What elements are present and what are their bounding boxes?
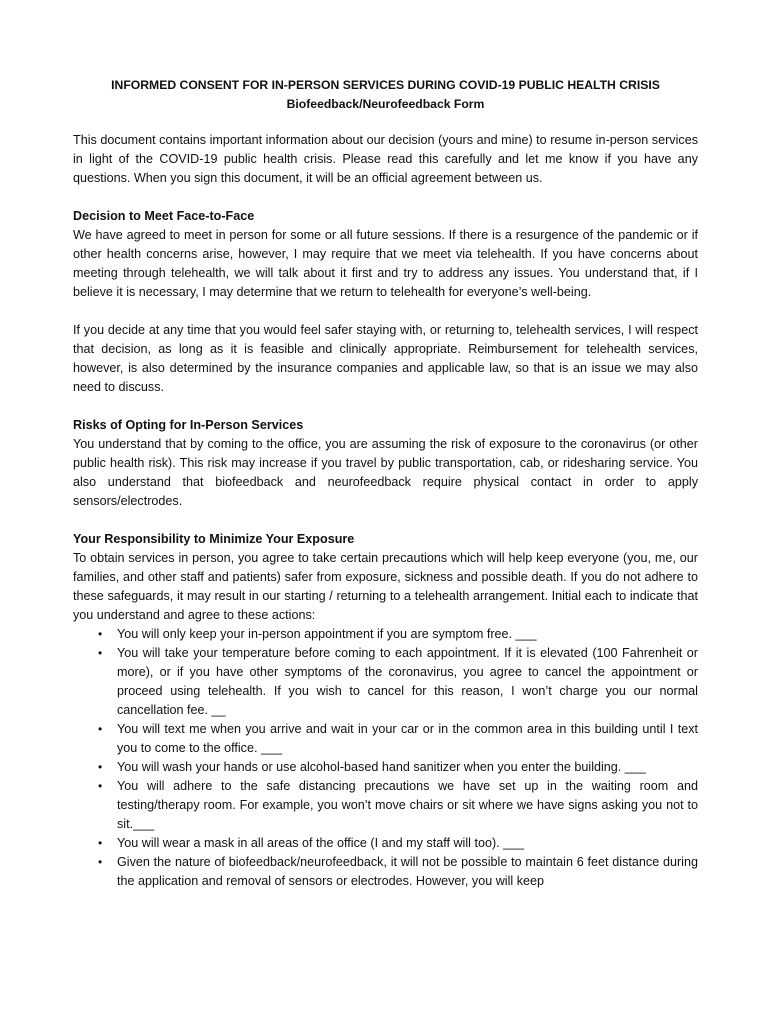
section-paragraph-decision-1: We have agreed to meet in person for some or all future sessions. If there is a resurgence of the pandemic or if other health concerns arise, however, I may require that we meet via telehealth. If you have concerns about meeting through telehealth, we will talk about it first and try to address any issues. You understand that, if I believe it is necessary, I may determine that we return to telehealth for everyone’s well-being. bbox=[73, 228, 698, 299]
bullet-icon: • bbox=[98, 760, 103, 774]
bullet-icon: • bbox=[98, 722, 103, 736]
list-item bbox=[73, 625, 698, 644]
action-text: You will adhere to the safe distancing precautions we have set up in the waiting room and testing/therapy room. For example, you won’t move chairs or sit where we have signs asking you not to sit.___ bbox=[117, 779, 698, 831]
action-text: You will wash your hands or use alcohol-based hand sanitizer when you enter the building. ___ bbox=[117, 760, 646, 774]
section-decision bbox=[73, 207, 698, 397]
action-text: You will only keep your in-person appointment if you are symptom free. ___ bbox=[117, 627, 537, 641]
document-title: INFORMED CONSENT FOR IN-PERSON SERVICES DURING COVID-19 PUBLIC HEALTH CRISIS bbox=[111, 78, 660, 92]
action-text: You will text me when you arrive and wait in your car or in the common area in this building until I text you to come to the office. ___ bbox=[117, 722, 698, 755]
section-paragraph-risks: You understand that by coming to the office, you are assuming the risk of exposure to the coronavirus (or other public health risk). This risk may increase if you travel by public transportation, cab, or ridesharing service. You also understand that biofeedback and neurofeedback require physical contact in order to apply sensors/electrodes. bbox=[73, 437, 698, 508]
section-heading-responsibility: Your Responsibility to Minimize Your Exposure bbox=[73, 532, 355, 546]
action-text: You will wear a mask in all areas of the office (I and my staff will too). ___ bbox=[117, 836, 525, 850]
section-responsibility bbox=[73, 530, 698, 891]
list-item bbox=[73, 777, 698, 834]
bullet-icon: • bbox=[98, 646, 103, 660]
list-item bbox=[73, 758, 698, 777]
section-paragraph-responsibility: To obtain services in person, you agree to take certain precautions which will help keep everyone (you, me, our families, and other staff and patients) safer from exposure, sickness and possible death. If you do not adhere to these safeguards, it may result in our starting / returning to a telehealth arrangement. Initial each to indicate that you understand and agree to these actions: bbox=[73, 551, 698, 622]
list-item bbox=[73, 720, 698, 758]
list-item bbox=[73, 853, 698, 891]
section-heading-risks: Risks of Opting for In-Person Services bbox=[73, 418, 304, 432]
bullet-icon: • bbox=[98, 627, 103, 641]
bullet-icon: • bbox=[98, 779, 103, 793]
action-text: Given the nature of biofeedback/neurofeedback, it will not be possible to maintain 6 feet distance during the application and removal of sensors or electrodes. However, you will keep bbox=[117, 855, 698, 888]
section-risks bbox=[73, 416, 698, 511]
bullet-icon: • bbox=[98, 836, 103, 850]
list-item bbox=[73, 834, 698, 853]
section-heading-decision: Decision to Meet Face-to-Face bbox=[73, 209, 255, 223]
list-item bbox=[73, 644, 698, 720]
bullet-icon: • bbox=[98, 855, 103, 869]
section-paragraph-decision-2: If you decide at any time that you would feel safer staying with, or returning to, telehealth services, I will respect that decision, as long as it is feasible and clinically appropriate. Reimbursement for telehealth services, however, is also determined by the insurance companies and applicable law, so that is an issue we may also need to discuss. bbox=[73, 323, 698, 394]
document-subtitle: Biofeedback/Neurofeedback Form bbox=[286, 97, 485, 111]
document-page bbox=[73, 76, 698, 891]
action-text: You will take your temperature before coming to each appointment. If it is elevated (100 Fahrenheit or more), or if you have other symptoms of the coronavirus, you agree to cancel the appointment or proceed using telehealth. If you wish to cancel for this reason, I won’t charge you our normal cancellation fee. __ bbox=[117, 646, 698, 717]
intro-paragraph: This document contains important information about our decision (yours and mine) to resume in-person services in light of the COVID-19 public health crisis. Please read this carefully and let me know if you have any questions. When you sign this document, it will be an official agreement between us. bbox=[73, 133, 698, 185]
actions-list bbox=[73, 625, 698, 891]
